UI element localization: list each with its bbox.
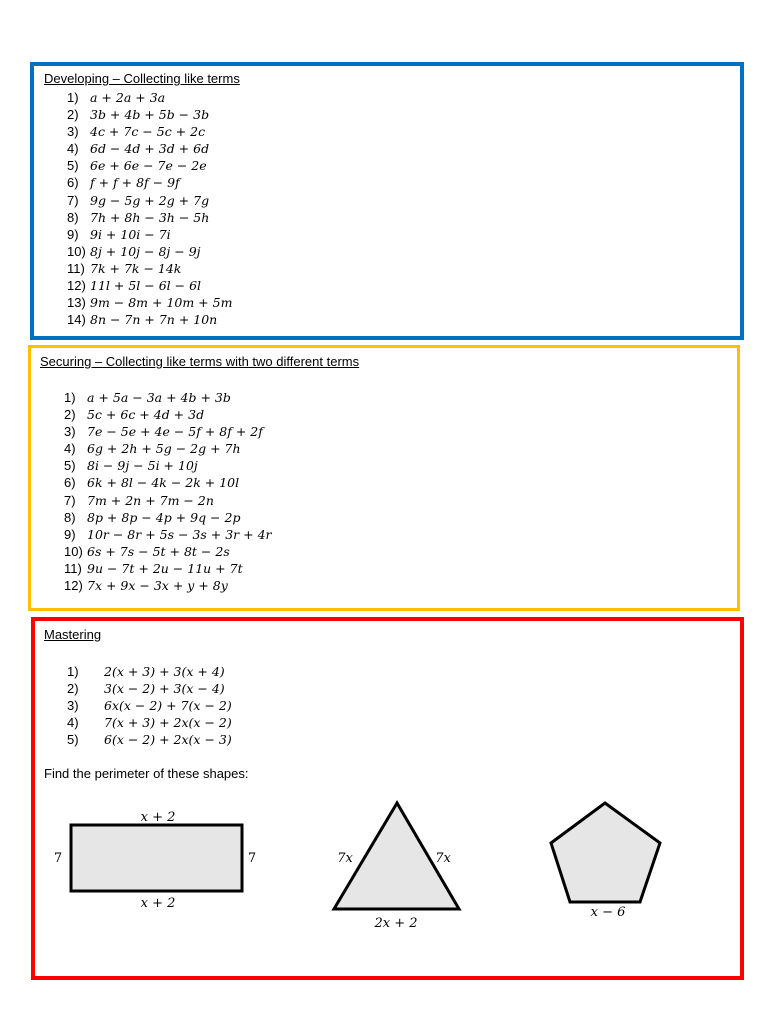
question-expression: 8j + 10j − 8j − 9j bbox=[90, 243, 201, 259]
question-number: 7) bbox=[67, 192, 79, 208]
question-number: 5) bbox=[64, 458, 76, 474]
pentagon-shape bbox=[551, 803, 660, 902]
question-number: 1) bbox=[64, 390, 76, 405]
question-number: 12) bbox=[67, 278, 86, 294]
question-expression: 3b + 4b + 5b − 3b bbox=[90, 107, 210, 123]
rectangle-top-label: x + 2 bbox=[140, 810, 176, 825]
rectangle-right-label: 7 bbox=[247, 851, 257, 866]
question-expression: 4c + 7c − 5c + 2c bbox=[90, 124, 206, 140]
question-number: 5) bbox=[67, 158, 79, 174]
question-expression: a + 2a + 3a bbox=[90, 90, 166, 105]
question-expression: 6x(x − 2) + 7(x − 2) bbox=[104, 698, 232, 714]
question-expression: 10r − 8r + 5s − 3s + 3r + 4r bbox=[87, 526, 272, 542]
question-expression: 2(x + 3) + 3(x + 4) bbox=[104, 664, 225, 679]
question-expression: 6d − 4d + 3d + 6d bbox=[90, 141, 210, 157]
question-number: 5) bbox=[67, 732, 79, 748]
question-expression: 8n − 7n + 7n + 10n bbox=[90, 312, 218, 328]
question-expression: 7e − 5e + 4e − 5f + 8f + 2f bbox=[87, 424, 263, 440]
question-number: 14) bbox=[67, 312, 86, 328]
question-expression: 6k + 8l − 4k − 2k + 10l bbox=[87, 475, 240, 491]
question-number: 3) bbox=[64, 424, 76, 440]
question-expression: 6g + 2h + 5g − 2g + 7h bbox=[87, 441, 241, 457]
question-number: 6) bbox=[67, 175, 79, 191]
question-number: 4) bbox=[64, 441, 76, 457]
question-number: 1) bbox=[67, 90, 79, 105]
question-number: 9) bbox=[67, 226, 79, 242]
question-expression: 7(x + 3) + 2x(x − 2) bbox=[104, 715, 232, 731]
question-expression: 7m + 2n + 7m − 2n bbox=[87, 492, 214, 508]
rectangle-bottom-label: x + 2 bbox=[140, 896, 176, 911]
question-number: 3) bbox=[67, 698, 79, 714]
question-number: 11) bbox=[64, 560, 82, 576]
question-expression: 5c + 6c + 4d + 3d bbox=[87, 407, 205, 423]
question-number: 3) bbox=[67, 124, 79, 140]
triangle-left-label: 7x bbox=[337, 851, 353, 866]
perimeter-prompt: Find the perimeter of these shapes: bbox=[44, 766, 249, 781]
developing-heading: Developing – Collecting like terms bbox=[44, 71, 240, 86]
question-expression: 9g − 5g + 2g + 7g bbox=[90, 192, 210, 208]
rectangle-shape bbox=[71, 825, 242, 891]
question-expression: 9i + 10i − 7i bbox=[90, 226, 171, 242]
question-expression: 9m − 8m + 10m + 5m bbox=[90, 295, 233, 311]
question-number: 8) bbox=[64, 509, 76, 525]
question-number: 10) bbox=[67, 243, 86, 259]
question-number: 2) bbox=[64, 407, 76, 423]
question-expression: 6(x − 2) + 2x(x − 3) bbox=[104, 732, 232, 748]
question-expression: 6s + 7s − 5t + 8t − 2s bbox=[87, 543, 230, 559]
triangle-right-label: 7x bbox=[435, 851, 451, 866]
question-number: 2) bbox=[67, 681, 79, 697]
question-expression: 7x + 9x − 3x + y + 8y bbox=[87, 578, 228, 594]
question-expression: 8i − 9j − 5i + 10j bbox=[87, 458, 198, 474]
question-number: 13) bbox=[67, 295, 86, 311]
question-expression: a + 5a − 3a + 4b + 3b bbox=[87, 390, 231, 405]
question-number: 8) bbox=[67, 209, 79, 225]
question-expression: 6e + 6e − 7e − 2e bbox=[90, 158, 207, 174]
question-number: 4) bbox=[67, 141, 79, 157]
question-number: 4) bbox=[67, 715, 79, 731]
question-expression: 9u − 7t + 2u − 11u + 7t bbox=[87, 560, 243, 576]
triangle-base-label: 2x + 2 bbox=[374, 916, 418, 931]
question-number: 1) bbox=[67, 664, 79, 679]
question-number: 6) bbox=[64, 475, 76, 491]
question-number: 2) bbox=[67, 107, 79, 123]
pentagon-bottom-label: x − 6 bbox=[590, 905, 626, 920]
question-number: 11) bbox=[67, 260, 85, 276]
mastering-heading: Mastering bbox=[44, 627, 102, 642]
question-expression: 3(x − 2) + 3(x − 4) bbox=[104, 681, 225, 697]
question-number: 10) bbox=[64, 543, 83, 559]
securing-heading: Securing – Collecting like terms with two different terms bbox=[40, 354, 360, 369]
question-expression: 7h + 8h − 3h − 5h bbox=[90, 209, 210, 225]
rectangle-left-label: 7 bbox=[53, 851, 63, 866]
question-number: 9) bbox=[64, 526, 76, 542]
question-number: 12) bbox=[64, 578, 83, 594]
question-expression: 11l + 5l − 6l − 6l bbox=[90, 278, 202, 294]
question-expression: f + f + 8f − 9f bbox=[90, 175, 180, 191]
question-expression: 7k + 7k − 14k bbox=[90, 260, 182, 276]
question-number: 7) bbox=[64, 492, 76, 508]
question-expression: 8p + 8p − 4p + 9q − 2p bbox=[87, 509, 241, 525]
